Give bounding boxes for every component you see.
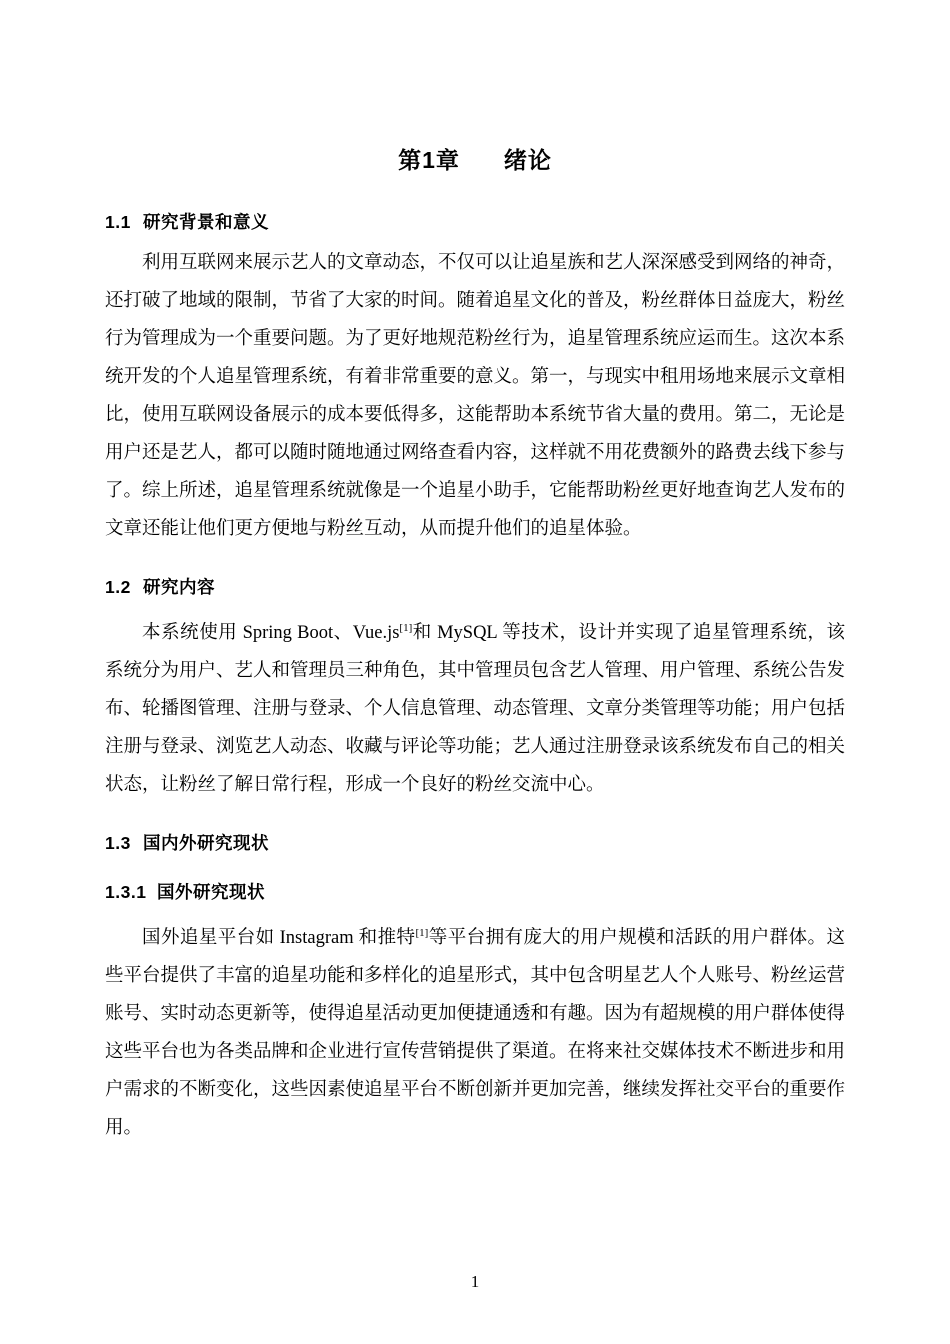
section-number-1-3: 1.3 [105,833,131,854]
chapter-name: 绪论 [503,147,552,173]
subsection-number-1-3-1: 1.3.1 [105,882,147,903]
section-title-1-1: 研究背景和意义 [143,212,269,232]
subsection-title-1-3-1: 国外研究现状 [157,882,265,903]
paragraph-1-1-1: 利用互联网来展示艺人的文章动态，不仅可以让追星族和艺人深深感受到网络的神奇，还打破了地域的限制，节省了大家的时间。随着追星文化的普及，粉丝群体日益庞大，粉丝行为管理成为一个重要问题。为了更好地规范粉丝行为，追星管理系统应运而生。这次本系统开发的个人追星管理系统，有着非常重要的意义。第一，与现实中租用场地来展示文章相比，使用互联网设备展示的成本要低得多，这能帮助本系统节省大量的费用。第二，无论是用户还是艺人，都可以随时随地通过网络查看内容，这样就不用花费额外的路费去线下参与了。综上所述，追星管理系统就像是一个追星小助手，它能帮助粉丝更好地查询艺人发布的文章还能让他们更方便地与粉丝互动，从而提升他们的追星体验。 [105,253,846,539]
section-number-1-2: 1.2 [105,577,131,597]
chapter-title [105,142,845,175]
section-heading-1-3 [105,830,845,855]
section-title-1-2: 研究内容 [143,577,215,597]
section-title-1-3: 国内外研究现状 [143,833,269,854]
page-number: 1 [470,1272,480,1291]
paragraph-1-2-1: 本系统使用 Spring Boot、Vue.js[1]和 MySQL 等技术，设计并实现了追星管理系统，该系统分为用户、艺人和管理员三种角色，其中管理员包含艺人管理、用户管理、系统公告发布、轮播图管理、注册与登录、个人信息管理、动态管理、文章分类管理等功能；用户包括注册与登录、浏览艺人动态、收藏与评论等功能；艺人通过注册登录该系统发布自己的相关状态，让粉丝了解日常行程，形成一个良好的粉丝交流中心。 [105,622,846,796]
section-number-1-1: 1.1 [105,212,131,232]
chapter-number: 第1章 [398,147,460,173]
subsection-heading-1-3-1 [105,879,845,904]
paragraph-1-3-1-1: 国外追星平台如 Instagram 和推特[1]等平台拥有庞大的用户规模和活跃的用户群体。这些平台提供了丰富的追星功能和多样化的追星形式，其中包含明星艺人个人账号、粉丝运营账号、实时动态更新等，使得追星活动更加便捷通透和有趣。因为有超规模的用户群体使得这些平台也为各类品牌和企业进行宣传营销提供了渠道。在将来社交媒体技术不断进步和用户需求的不断变化，这些因素使追星平台不断创新并更加完善，继续发挥社交平台的重要作用。 [105,927,846,1139]
section-heading-1-2 [105,574,845,599]
section-heading-1-1 [105,209,845,234]
